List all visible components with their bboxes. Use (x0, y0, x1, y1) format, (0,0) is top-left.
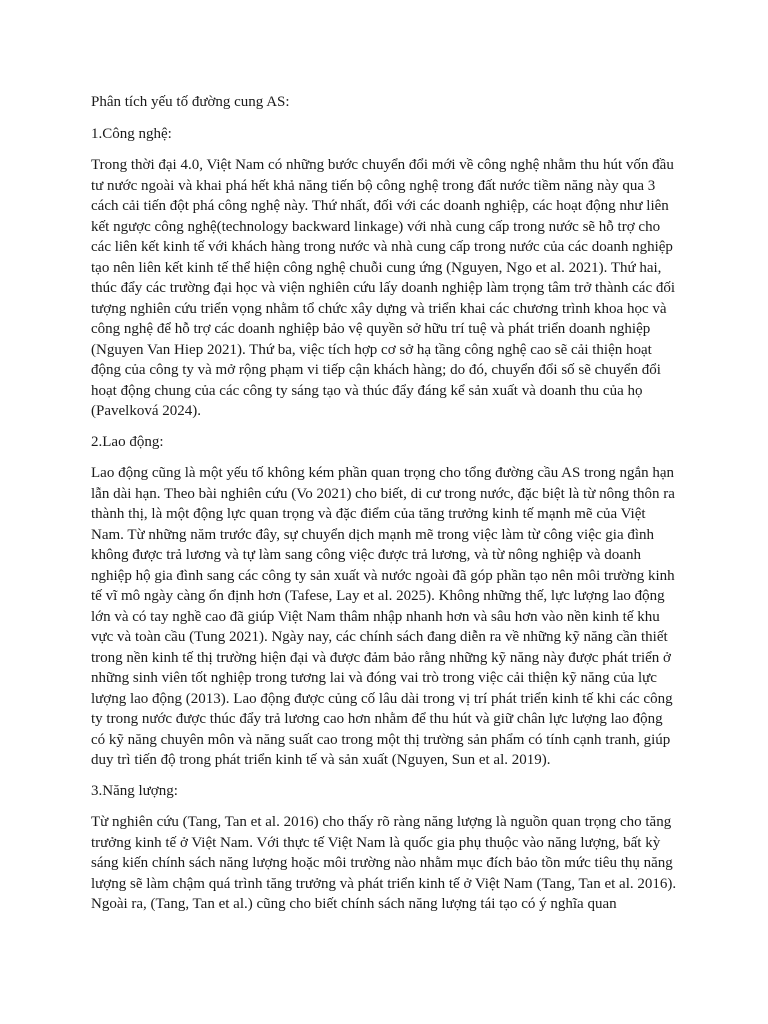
document-title: Phân tích yếu tố đường cung AS: (91, 94, 290, 110)
section-paragraph-labor: Lao động cũng là một yếu tố không kém phần quan trọng cho tổng đường cầu AS trong ngắn hạn lẫn dài hạn. Theo bài nghiên cứu (Vo 2021) cho biết, di cư trong nước, đặc biệt là từ nông thôn ra thành thị, là một động lực quan trọng và đặc điểm của tăng trưởng kinh tế mạnh mẽ của Việt Nam. Từ những năm trước đây, sự chuyển dịch mạnh mẽ trong việc làm từ công việc gia đình không được trả lương và tự làm sang công việc được trả lương, và từ nông nghiệp và doanh nghiệp hộ gia đình sang các công ty sản xuất và nước ngoài đã góp phần tạo nên môi trường kinh tế vĩ mô ngày càng ổn định hơn (Tafese, Lay et al. 2025). Không những thế, lực lượng lao động lớn và có tay nghề cao đã giúp Việt Nam thâm nhập nhanh hơn và sâu hơn vào nền kinh tế khu vực và toàn cầu (Tung 2021). Ngày nay, các chính sách đang diễn ra về những kỹ năng cần thiết trong nền kinh tế thị trường hiện đại và được đảm bảo rằng những kỹ năng này được phát triển ở những sinh viên tốt nghiệp trong tương lai và đóng vai trò trong việc cải thiện kỹ năng của lực lượng lao động (2013). Lao động được củng cố lâu dài trong vị trí phát triển kinh tế khi các công ty trong nước được thúc đẩy trả lương cao hơn nhằm để thu hút và giữ chân lực lượng lao động có kỹ năng chuyên môn và năng suất cao trong một thị trường sản phẩm có tính cạnh tranh, giúp duy trì tiến độ trong phát triển kinh tế và sản xuất (Nguyen, Sun et al. 2019). (91, 465, 675, 768)
document-page (91, 92, 679, 925)
section-heading-technology: 1.Công nghệ: (91, 125, 172, 142)
section-paragraph-technology: Trong thời đại 4.0, Việt Nam có những bước chuyển đổi mới về công nghệ nhằm thu hút vốn đầu tư nước ngoài và khai phá hết khả năng tiến bộ công nghệ trong đất nước tiềm năng này qua 3 cách cải tiến đột phá công nghệ này. Thứ nhất, đối với các doanh nghiệp, các hoạt động như liên kết ngược công nghệ(technology backward linkage) với nhà cung cấp trong nước sẽ hỗ trợ cho các liên kết kinh tế với khách hàng trong nước và nhà cung cấp trong nước của các doanh nghiệp tạo nên liên kết kinh tế thể hiện công nghệ chuỗi cung ứng (Nguyen, Ngo et al. 2021). Thứ hai, thúc đẩy các trường đại học và viện nghiên cứu lấy doanh nghiệp làm trọng tâm trở thành các đối tượng nghiên cứu triển vọng nhằm tổ chức xây dựng và triển khai các chương trình khoa học và công nghệ để hỗ trợ các doanh nghiệp bảo vệ quyền sở hữu trí tuệ và phát triển doanh nghiệp (Nguyen Van Hiep 2021). Thứ ba, việc tích hợp cơ sở hạ tầng công nghệ cao sẽ cải thiện hoạt động của công ty và mở rộng phạm vi tiếp cận khách hàng; do đó, chuyển đổi số sẽ chuyển đổi hoạt động chung của các công ty sáng tạo và thúc đẩy đáng kể sản xuất và doanh thu của họ (Pavelková 2024). (91, 157, 676, 419)
section-heading-labor: 2.Lao động: (91, 433, 164, 450)
section-heading-energy: 3.Năng lượng: (91, 782, 178, 799)
section-paragraph-energy: Từ nghiên cứu (Tang, Tan et al. 2016) cho thấy rõ ràng năng lượng là nguồn quan trọng cho tăng trưởng kinh tế ở Việt Nam. Với thực tế Việt Nam là quốc gia phụ thuộc vào năng lượng, bất kỳ sáng kiến chính sách năng lượng hoặc môi trường nào nhằm mục đích bảo tồn mức tiêu thụ năng lượng sẽ làm chậm quá trình tăng trưởng và phát triển kinh tế ở Việt Nam (Tang, Tan et al. 2016). Ngoài ra, (Tang, Tan et al.) cũng cho biết chính sách năng lượng tái tạo có ý nghĩa quan (91, 814, 677, 912)
